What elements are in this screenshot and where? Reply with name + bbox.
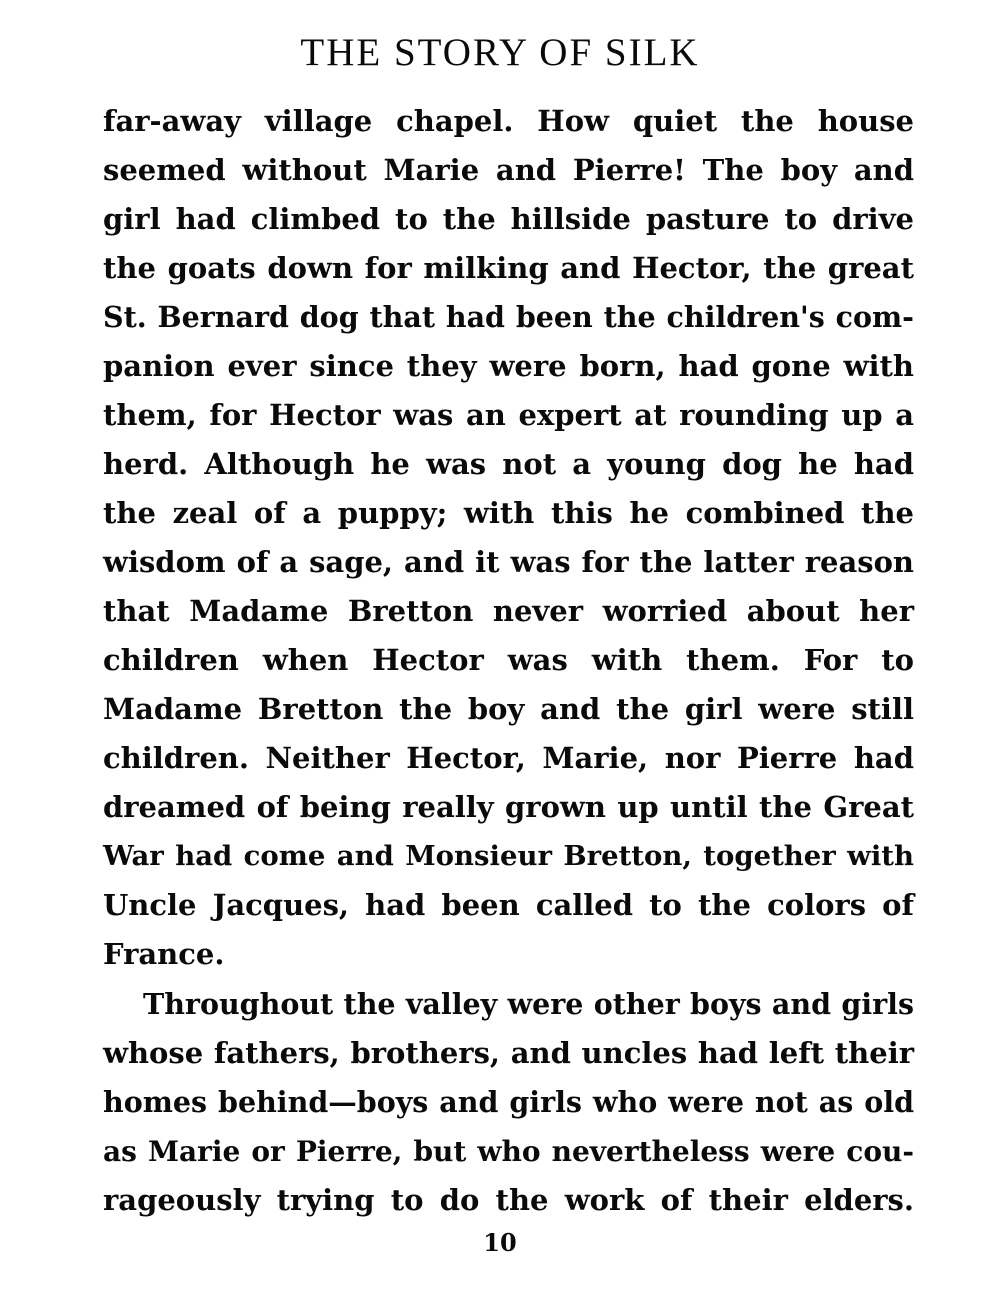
text-line: children when Hector was with them. For to	[103, 643, 914, 677]
text-line: homes behind—boys and girls who were not as old	[103, 1085, 914, 1119]
text-line: children. Neither Hector, Marie, nor Pierre had	[103, 741, 914, 775]
paragraph-2	[103, 980, 914, 1225]
text-line: dreamed of being really grown up until the Great	[103, 790, 914, 824]
text-line: the zeal of a puppy; with this he combined the	[103, 496, 914, 530]
running-title: THE STORY OF SILK	[300, 31, 700, 74]
text-line: St. Bernard dog that had been the children's com-	[103, 300, 914, 334]
text-line: Throughout the valley were other boys and girls	[143, 987, 914, 1021]
text-line: girl had climbed to the hillside pasture to drive	[103, 202, 914, 236]
text-line: rageously trying to do the work of their elders.	[103, 1183, 914, 1217]
page-number: 10	[483, 1228, 517, 1257]
text-line: far-away village chapel. How quiet the house	[103, 104, 914, 138]
text-line: that Madame Bretton never worried about her	[103, 594, 914, 628]
text-line: Uncle Jacques, had been called to the colors of	[103, 888, 914, 922]
text-line: War had come and Monsieur Bretton, together with	[103, 840, 914, 872]
text-line: the goats down for milking and Hector, the great	[103, 251, 914, 285]
text-line: Madame Bretton the boy and the girl were still	[103, 692, 914, 726]
text-line: France.	[103, 937, 225, 971]
text-line: seemed without Marie and Pierre! The boy and	[103, 153, 914, 187]
text-line: herd. Although he was not a young dog he had	[103, 447, 914, 481]
text-line: as Marie or Pierre, but who nevertheless were cou-	[103, 1135, 914, 1168]
text-line: panion ever since they were born, had gone with	[103, 349, 914, 383]
text-line: whose fathers, brothers, and uncles had left their	[103, 1036, 914, 1070]
text-line: them, for Hector was an expert at rounding up a	[103, 398, 914, 432]
text-line: wisdom of a sage, and it was for the latter reason	[103, 545, 914, 579]
paragraph-1	[103, 97, 914, 979]
